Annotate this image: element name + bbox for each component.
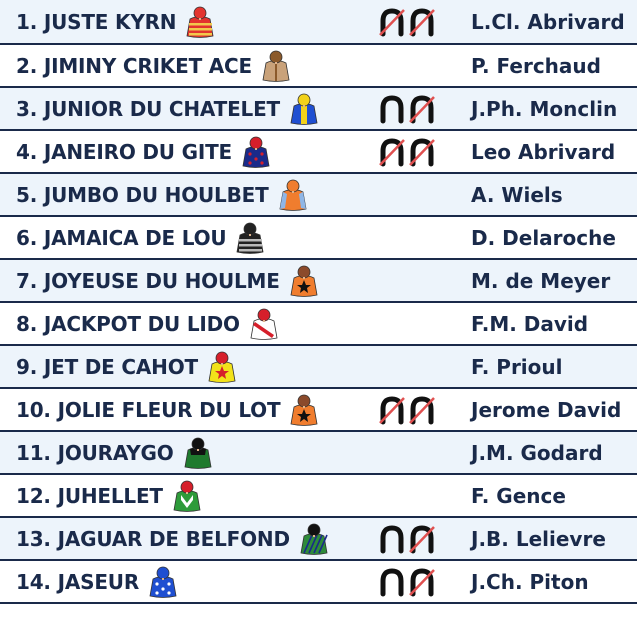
jockey-name: A. Wiels xyxy=(471,182,563,207)
jockey-silk-icon xyxy=(184,5,216,39)
horseshoe-icon xyxy=(378,567,406,597)
shoe-removed-icon xyxy=(408,524,436,554)
runner-name xyxy=(16,88,320,129)
runner-label: 8. JACKPOT DU LIDO xyxy=(16,311,240,336)
shoeing-indicators xyxy=(378,518,436,559)
runner-row[interactable] xyxy=(0,260,637,303)
jockey-silk-icon xyxy=(248,307,280,341)
runner-row[interactable] xyxy=(0,88,637,131)
jockey-name: F. Prioul xyxy=(471,354,563,379)
runner-row[interactable] xyxy=(0,131,637,174)
runner-name xyxy=(16,561,179,602)
runner-row[interactable] xyxy=(0,0,637,45)
shoe-removed-icon xyxy=(408,94,436,124)
runner-label: 9. JET DE CAHOT xyxy=(16,354,198,379)
jockey-name: Jerome David xyxy=(471,397,622,422)
runner-label: 6. JAMAICA DE LOU xyxy=(16,225,227,250)
jockey-silk-icon xyxy=(234,221,266,255)
jockey-name: P. Ferchaud xyxy=(471,53,601,78)
horseshoe-icon xyxy=(378,524,406,554)
runner-name xyxy=(16,389,320,430)
runner-label: 11. JOURAYGO xyxy=(16,440,174,465)
runner-label: 12. JUHELLET xyxy=(16,483,163,508)
runner-name xyxy=(16,0,216,43)
runner-row[interactable] xyxy=(0,432,637,475)
jockey-silk-icon xyxy=(277,178,309,212)
runner-name xyxy=(16,45,292,86)
runner-name xyxy=(16,346,238,387)
jockey-name: J.Ph. Monclin xyxy=(471,96,618,121)
runner-name xyxy=(16,475,203,516)
jockey-silk-icon xyxy=(182,436,214,470)
runner-label: 10. JOLIE FLEUR DU LOT xyxy=(16,397,281,422)
runner-label: 7. JOYEUSE DU HOULME xyxy=(16,268,280,293)
runner-name xyxy=(16,174,309,215)
jockey-name: M. de Meyer xyxy=(471,268,611,293)
jockey-name: D. Delaroche xyxy=(471,225,616,250)
jockey-silk-icon xyxy=(288,92,320,126)
runner-label: 1. JUSTE KYRN xyxy=(16,9,177,34)
runner-row[interactable] xyxy=(0,475,637,518)
jockey-name: L.Cl. Abrivard xyxy=(471,9,625,34)
jockey-silk-icon xyxy=(147,565,179,599)
runner-name xyxy=(16,131,272,172)
shoeing-indicators xyxy=(378,561,436,602)
shoe-removed-icon xyxy=(408,137,436,167)
shoe-removed-icon xyxy=(378,7,406,37)
runner-label: 3. JUNIOR DU CHATELET xyxy=(16,96,281,121)
shoe-removed-icon xyxy=(408,7,436,37)
jockey-name: Leo Abrivard xyxy=(471,139,616,164)
runner-row[interactable] xyxy=(0,217,637,260)
jockey-silk-icon xyxy=(288,264,320,298)
jockey-name: F.M. David xyxy=(471,311,589,336)
shoe-removed-icon xyxy=(378,137,406,167)
shoe-removed-icon xyxy=(408,395,436,425)
horseshoe-icon xyxy=(378,94,406,124)
jockey-name: F. Gence xyxy=(471,483,566,508)
runner-label: 4. JANEIRO DU GITE xyxy=(16,139,232,164)
shoe-removed-icon xyxy=(378,395,406,425)
jockey-silk-icon xyxy=(171,479,203,513)
jockey-silk-icon xyxy=(288,393,320,427)
jockey-silk-icon xyxy=(260,49,292,83)
runner-label: 13. JAGUAR DE BELFOND xyxy=(16,526,290,551)
runner-label: 14. JASEUR xyxy=(16,569,140,594)
runner-label: 5. JUMBO DU HOULBET xyxy=(16,182,269,207)
runner-name xyxy=(16,518,330,559)
runner-row[interactable] xyxy=(0,174,637,217)
runner-row[interactable] xyxy=(0,303,637,346)
runner-name xyxy=(16,217,266,258)
runner-row[interactable] xyxy=(0,45,637,88)
jockey-name: J.Ch. Piton xyxy=(471,569,589,594)
runner-row[interactable] xyxy=(0,518,637,561)
shoeing-indicators xyxy=(378,0,436,43)
runner-name xyxy=(16,303,280,344)
jockey-silk-icon xyxy=(240,135,272,169)
shoeing-indicators xyxy=(378,389,436,430)
shoeing-indicators xyxy=(378,131,436,172)
jockey-name: J.M. Godard xyxy=(471,440,603,465)
shoeing-indicators xyxy=(378,88,436,129)
runner-name xyxy=(16,260,320,301)
runner-row[interactable] xyxy=(0,561,637,604)
jockey-name: J.B. Lelievre xyxy=(471,526,606,551)
runner-row[interactable] xyxy=(0,346,637,389)
runner-row[interactable] xyxy=(0,389,637,432)
jockey-silk-icon xyxy=(206,350,238,384)
runner-name xyxy=(16,432,214,473)
runner-label: 2. JIMINY CRIKET ACE xyxy=(16,53,252,78)
jockey-silk-icon xyxy=(298,522,330,556)
shoe-removed-icon xyxy=(408,567,436,597)
